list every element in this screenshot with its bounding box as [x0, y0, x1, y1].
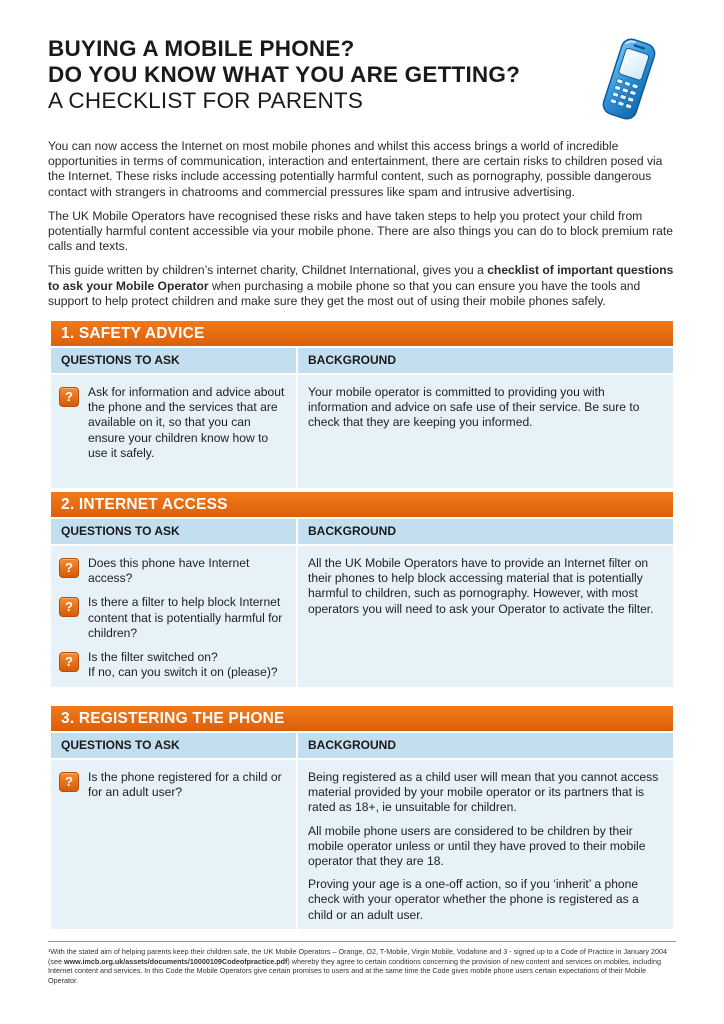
intro-paragraph-1: You can now access the Internet on most mobile phones and whilst this access brings a world of incredible opportunities in terms of communication, interaction and entertainment, there are certain risks to children posed via the Internet. These risks include accessing potentially harmful content, such as pornography, possible dangerous contact with strangers in chatrooms and commercial pressures like spam and intrusive advertising.	[48, 139, 663, 199]
questions-cell	[51, 760, 296, 929]
question-item	[59, 770, 288, 800]
footnote-link[interactable]: www.imcb.org.uk/assets/documents/10000109Codeofpractice.pdf	[63, 956, 288, 966]
question-item	[59, 595, 288, 641]
question-mark-icon: ?	[59, 387, 79, 407]
section-title: 2. INTERNET ACCESS	[51, 492, 673, 517]
footer-divider	[48, 941, 676, 942]
intro-paragraph-3	[48, 263, 676, 309]
background-column-header: BACKGROUND	[298, 733, 673, 758]
column-headers	[51, 519, 673, 544]
questions-cell	[51, 375, 296, 488]
background-column-header: BACKGROUND	[298, 348, 673, 373]
intro-p3-bold: checklist of important questions to ask your Mobile Operator	[48, 263, 674, 293]
section-safety-advice	[51, 321, 673, 488]
questions-column-header: QUESTIONS TO ASK	[51, 348, 296, 373]
question-item	[59, 556, 288, 586]
section-body	[51, 760, 673, 929]
column-headers	[51, 348, 673, 373]
questions-column-header: QUESTIONS TO ASK	[51, 733, 296, 758]
intro-p3-start: This guide written by children’s internet charity, Childnet International, gives you a	[48, 263, 488, 278]
background-cell	[298, 546, 673, 687]
section-registering-phone	[51, 706, 673, 929]
background-cell	[298, 760, 673, 929]
background-column-header: BACKGROUND	[298, 519, 673, 544]
question-mark-icon: ?	[59, 558, 79, 578]
intro-p3-end: when purchasing a mobile phone so that you can ensure you have the tools and support to help protect children and make sure they get the most out of using their mobile phones safely.	[48, 278, 641, 308]
section-body	[51, 546, 673, 687]
background-cell	[298, 375, 673, 488]
footnote-start: ¹With the stated aim of helping parents keep their children safe, the UK Mobile Operators – Orange, O2, T-Mobile, Virgin Mobile, Vodafone and 3 - signed up to a Code of Practice in January 2004 (see	[48, 947, 668, 966]
background-text: All the UK Mobile Operators have to provide an Internet filter on their phones to help block accessing material that is potentially harmful to children, such as pornography. However, with most operators you will need to ask your Operator to activate the filter.	[308, 556, 654, 616]
question-item	[59, 650, 288, 680]
background-text: Your mobile operator is committed to providing you with information and advice on safe use of their service. Be sure to check that they are keeping you informed.	[308, 385, 640, 430]
background-text: Proving your age is a one-off action, so if you ‘inherit’ a phone check with your operator whether the phone is registered as a child or an adult user.	[308, 877, 639, 922]
question-item	[59, 385, 288, 461]
question-mark-icon: ?	[59, 597, 79, 617]
page-header	[48, 36, 608, 114]
page-title-line-1: BUYING A MOBILE PHONE?	[48, 36, 355, 61]
question-mark-icon: ?	[59, 652, 79, 672]
questions-column-header: QUESTIONS TO ASK	[51, 519, 296, 544]
section-title: 3. REGISTERING THE PHONE	[51, 706, 673, 731]
footnote-end: ) whereby they agree to certain conditions concerning the provision of new content and services on mobiles, including Internet content and services. In this Code the Mobile Operators give certain promises to users and at the same time the Code gives mobile phone users certain expectations of their Mobile Operator.	[48, 956, 661, 985]
page-title-line-2: DO YOU KNOW WHAT YOU ARE GETTING?	[48, 62, 521, 87]
question-text: Is the phone registered for a child or for an adult user?	[88, 770, 282, 800]
question-text: Ask for information and advice about the phone and the services that are available on it, so that you can ensure your children know how to use it safely.	[88, 385, 285, 460]
background-text: All mobile phone users are considered to be children by their mobile operator unless or until they have proved to their mobile operator that they are 18.	[308, 823, 646, 869]
section-title: 1. SAFETY ADVICE	[51, 321, 673, 346]
question-mark-icon: ?	[59, 772, 79, 792]
section-internet-access	[51, 492, 673, 687]
footnote	[48, 947, 678, 985]
question-text: Is there a filter to help block Internet content that is potentially harmful for children?	[88, 595, 283, 640]
question-text: Does this phone have Internet access?	[88, 556, 250, 586]
page-subtitle: A CHECKLIST FOR PARENTS	[48, 88, 364, 113]
mobile-phone-icon	[598, 36, 660, 122]
questions-cell	[51, 546, 296, 687]
section-body	[51, 375, 673, 488]
intro-paragraph-2: The UK Mobile Operators have recognised these risks and have taken steps to help you protect your child from potentially harmful content accessible via your mobile phone. There are also things you can do to block premium rate calls and texts.	[48, 208, 673, 254]
intro-text	[48, 139, 676, 318]
question-text: Is the filter switched on? If no, can you switch it on (please)?	[88, 650, 278, 680]
background-text: Being registered as a child user will mean that you cannot access material provided by your mobile operator or its partners that is rated as 18+, ie unsuitable for children.	[308, 770, 659, 815]
column-headers	[51, 733, 673, 758]
